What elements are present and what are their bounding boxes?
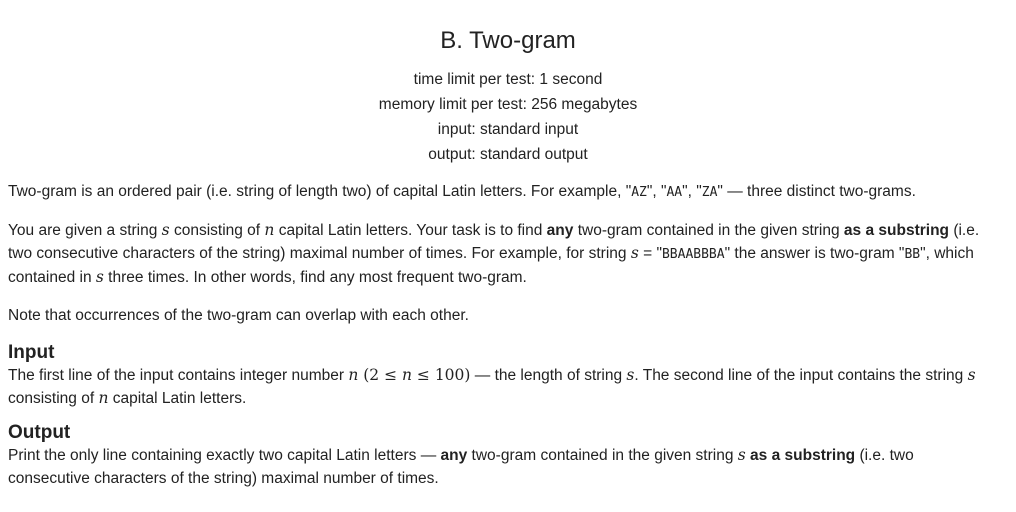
math-var: s [967, 366, 976, 384]
example-two-gram: AA [666, 185, 683, 200]
text: You are given a string [8, 222, 162, 239]
text: ", which contained in [8, 245, 974, 286]
math-var: n [98, 389, 109, 407]
input-description [8, 364, 998, 410]
output-spec: output: standard output [428, 146, 588, 163]
example-answer: BB [904, 247, 921, 262]
text: capital Latin letters. [108, 390, 247, 407]
text: (i.e. two consecutive characters of the string) maximal number of times. For example, for string [8, 222, 980, 262]
text: two-gram contained in the given string [467, 447, 738, 464]
output-heading: Output [8, 422, 71, 443]
bold-text: as a substring [750, 447, 856, 464]
text: ", " [682, 183, 702, 200]
math-var: s [95, 268, 104, 286]
input-heading: Input [8, 342, 55, 363]
math-bound: ≤ 100) [411, 366, 471, 384]
statement-paragraph-3: Note that occurrences of the two-gram can overlap with each other. [8, 307, 469, 324]
problem-header [0, 0, 1016, 167]
problem-title: B. Two-gram [440, 27, 576, 54]
math-var: s [630, 244, 639, 262]
math-var: n [264, 221, 275, 239]
text: Print the only line containing exactly two capital Latin letters — [8, 447, 441, 464]
text: . The second line of the input contains the string [634, 367, 968, 384]
problem-statement [8, 180, 998, 502]
statement-paragraph-1 [8, 180, 998, 204]
example-two-gram: ZA [701, 185, 718, 200]
statement-paragraph-2 [8, 219, 998, 289]
math-var: n [402, 366, 412, 384]
text: = " [638, 245, 662, 262]
text: " — three distinct two-grams. [717, 183, 916, 200]
bold-text: any [546, 222, 574, 239]
math-var: s [161, 221, 170, 239]
math-bound: (2 ≤ [358, 366, 402, 384]
math-var: n [348, 366, 359, 384]
memory-limit: memory limit per test: 256 megabytes [378, 96, 638, 113]
text: three times. In other words, find any most frequent two-gram. [103, 269, 527, 286]
text: Two-gram is an ordered pair (i.e. string of length two) of capital Latin letters. For example, " [8, 183, 632, 200]
output-description [8, 444, 998, 490]
example-string: BBAABBBA [661, 247, 725, 262]
text: consisting of [8, 390, 99, 407]
text: capital Latin letters. Your task is to find [274, 222, 547, 239]
math-var: s [626, 366, 635, 384]
text: ", " [646, 183, 667, 200]
text: — the length of string [470, 367, 627, 384]
text: two-gram contained in the given string [573, 222, 844, 239]
text: " the answer is two-gram " [724, 245, 905, 262]
text: (i.e. two consecutive characters of the string) maximal number of times. [8, 447, 914, 487]
input-spec: input: standard input [437, 121, 579, 138]
math-var: s [737, 446, 746, 464]
bold-text: any [440, 447, 468, 464]
text: consisting of [169, 222, 265, 239]
example-two-gram: AZ [631, 185, 647, 200]
text: The first line of the input contains integer number [8, 367, 349, 384]
bold-text: as a substring [843, 222, 950, 239]
time-limit: time limit per test: 1 second [413, 71, 603, 88]
